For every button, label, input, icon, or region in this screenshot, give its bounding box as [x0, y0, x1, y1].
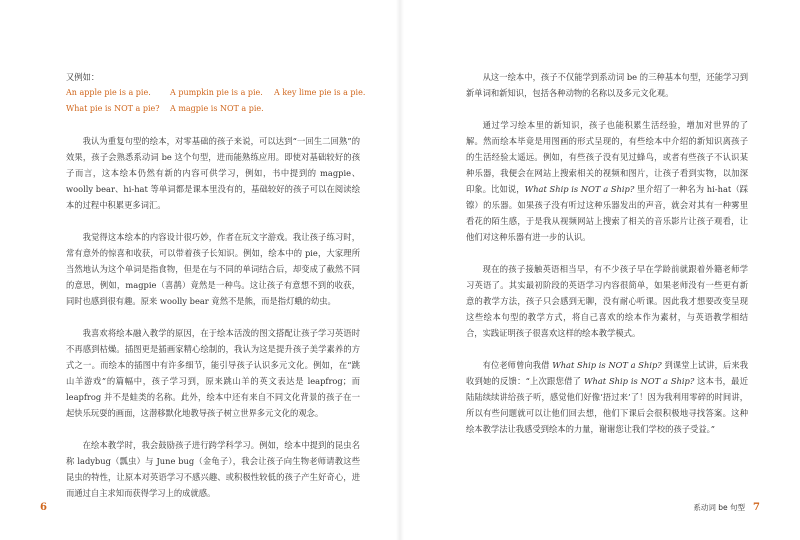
paragraph-text: 有位老师曾向我借	[482, 360, 553, 370]
paragraph-text: 里介绍了一种名为 hi-hat（踩镲）的乐器。如果孩子没有听过这种乐器发出的声音，就会对其有一种雾里看花的陌生感，于是我从视频网站上搜索了相关的音乐影片让孩子观看，让他们对这种乐器有进一步的认识。	[466, 184, 748, 242]
right-footer	[693, 502, 760, 513]
paragraph: 在绘本教学时，我会鼓励孩子进行跨学科学习。例如，绘本中提到的昆虫名称 ladybug（瓢虫）与 June bug（金龟子），我会让孩子向生物老师请教这些昆虫的特性，让原本对英语学习不感兴趣、或积极性较低的孩子产生好奇心，进而通过自主求知而获得学习上的成就感。	[66, 440, 360, 498]
left-footer	[40, 502, 47, 513]
right-text-column	[466, 69, 748, 453]
example-sentence: A key lime pie is a pie.	[274, 88, 366, 97]
paragraph: 我觉得这本绘本的内容设计很巧妙，作者在玩文字游戏。我让孩子练习时，常有意外的惊喜和收获，可以带着孩子长知识。例如，绘本中的 pie，大家理所当然地认为这个单词是指食物，但是在与不同的单词结合后，却变成了截然不同的意思，例如，magpie（喜鹊）竟然是一种鸟。这让孩子有意想不到的收获，同时也感到很有趣。原来 woolly bear 竟然不是熊，而是指灯蛾的幼虫。	[66, 232, 360, 306]
example-sentence: What pie is NOT a pie?	[66, 104, 160, 113]
left-text-column	[66, 69, 366, 517]
page-number: 6	[40, 502, 47, 513]
page-number: 7	[753, 502, 760, 513]
paragraph	[466, 357, 748, 437]
examples-intro: 又例如：	[66, 72, 100, 82]
example-sentence: A magpie is NOT a pie.	[170, 104, 264, 113]
paragraph-text: 这本书，最近陆陆续续讲给孩子听，感觉他们好像‘捂过来’了！因为我利用零碎的时间讲，所以有些问题就可以让他们回去想，他们下课后会很积极地寻找答案。这种绘本教学法让我感受到绘本的力量，谢谢您让我们学校的孩子受益。”	[466, 376, 748, 434]
book-title: What Ship is NOT a Ship?	[524, 184, 635, 194]
book-title: What Ship is NOT a Ship?	[583, 376, 695, 386]
paragraph-text: 到课堂上试讲，后来我收到她的	[466, 360, 749, 386]
paragraph: 我喜欢将绘本融入教学的原因，在于绘本活泼的图文搭配让孩子学习英语时不再感到枯燥。插图更是插画家精心绘制的，我认为这是提升孩子美学素养的方式之一。而绘本的插图中有许多细节，能引导孩子认识多元文化。例如，在“跳山羊游戏”的篇幅中，孩子学习到，原来跳山羊的英文表达是 leapfrog；而 leapfrog 并不是蛙类的名称。此外，绘本中还有来自不同文化背景的孩子在一起快乐玩耍的画面，这潜移默化地教导孩子树立世界多元文化的观念。	[66, 328, 360, 418]
paragraph: 从这一绘本中，孩子不仅能学到系动词 be 的三种基本句型，还能学习到新单词和新知识，包括各种动物的名称以及多元文化观。	[466, 72, 748, 98]
example-sentence: An apple pie is a pie.	[66, 88, 151, 97]
paragraph: 现在的孩子接触英语相当早，有不少孩子早在学龄前就跟着外籍老师学习英语了。其实最初阶段的英语学习内容很简单，如果老师没有一些更有新意的教学方法，孩子只会感到无聊，没有耐心听课。因此我才想要改变呈现这些绘本句型的教学方式，将自己喜欢的绘本作为素材，与英语教学相结合，实践证明孩子很喜欢这样的绘本教学模式。	[466, 264, 748, 338]
paragraph	[466, 117, 748, 245]
right-page	[400, 0, 800, 540]
paragraph-text: 反馈：“上次跟您借了	[500, 376, 584, 386]
paragraph-text: 通过学习绘本里的新知识，孩子也能积累生活经验，增加对世界的了解。然而绘本毕竟是用图画的形式呈现的，有些绘本中介绍的新知识离孩子的生活经验太遥远。例如，有些孩子没有见过蜂鸟，或者有些孩子不认识某种乐器，我便会在网站上搜索相关的视频和图片，让孩子看到实物，以加深印象。比如说，	[466, 120, 748, 194]
example-sentence: A pumpkin pie is a pie.	[170, 88, 263, 97]
book-title: What Ship is NOT a Ship?	[552, 360, 662, 370]
example-sentences	[66, 85, 366, 117]
running-head: 系动词 be 句型	[693, 503, 746, 512]
paragraph: 我认为重复句型的绘本，对零基础的孩子来说，可以达到“一回生二回熟”的效果，孩子会熟悉系动词 be 这个句型，进而能熟练应用。即使对基础较好的孩子而言，这本绘本仍然有新的内容可供学习，例如，书中提到的 magpie、woolly bear、hi-hat 等单词都是课本里没有的，基础较好的孩子可以在阅读绘本的过程中积累更多词汇。	[66, 136, 360, 210]
